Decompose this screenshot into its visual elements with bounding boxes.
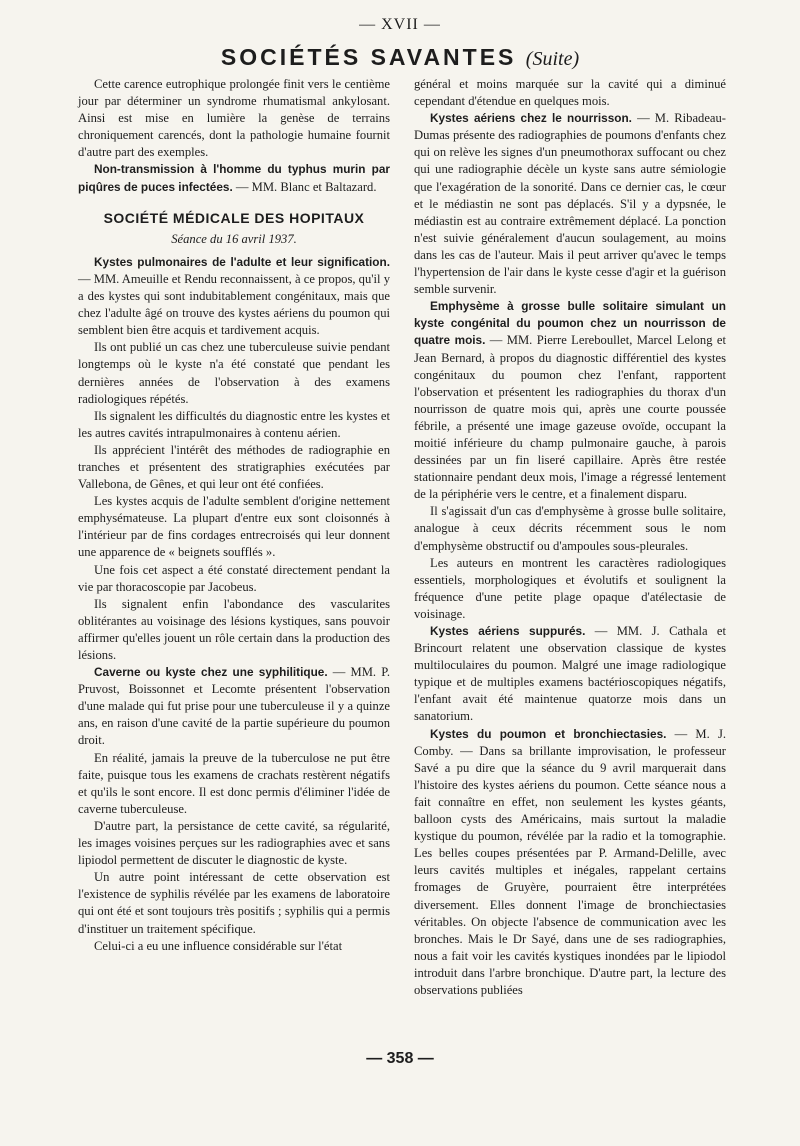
paragraph	[78, 664, 390, 749]
abstract-body: — MM. Ameuille et Rendu reconnaissent, à ce propos, qu'il y a des kystes qui sont indubitablement congénitaux, mais que chez l'adulte âgé on trouve des kystes aériens du poumon qui semblent bien être acquis et tardivement acquis.	[78, 271, 390, 338]
paragraph: Ils apprécient l'intérêt des méthodes de radiographie en tranches et présentent des stratigraphies exécutées par Vallebona, de Gênes, et qui leur ont été confiées.	[78, 442, 390, 492]
paragraph: Ils ont publié un cas chez une tuberculeuse suivie pendant longtemps où le kyste n'a été constaté que pendant les dernières années de l'observation à des examens radiologiques répétés.	[78, 340, 390, 406]
paragraph: Il s'agissait d'un cas d'emphysème à grosse bulle solitaire, analogue à ceux décrits récemment sous le nom d'emphysème obstructif ou d'ampoules sous-pleurales.	[414, 504, 726, 553]
paragraph	[414, 298, 726, 503]
title-suite: (Suite)	[525, 48, 580, 70]
session-date: Séance du 16 avril 1937.	[171, 231, 297, 246]
abstract-title: Non-transmission à l'homme du typhus murin par piqûres de puces infectées.	[78, 162, 390, 194]
abstract-body: — MM. P. Pruvost, Boissonnet et Lecomte présentent l'observation d'une malade qui fut prise pour une tuberculeuse il y a quinze ans, en raison d'une cavité de la partie supérieure du poumon droit.	[78, 665, 390, 748]
abstract-title: Kystes pulmonaires de l'adulte et leur signification.	[94, 254, 390, 269]
abstract-title: Kystes du poumon et bronchiectasies.	[430, 726, 667, 741]
abstract-body: — MM. Pierre Lereboullet, Marcel Lelong et Jean Bernard, à propos du diagnostic différentiel des kystes congénitaux du poumon chez l'enfant, rapportent l'observation et présentent les radiographies du thorax d'un nourrisson de quatre mois qui, après une courte poussée fébrile, a présenté une image gazeuse ovoïde, occupant la moitié inférieure du champ pulmonaire gauche, à parois dessinées par un fin liseré capillaire. Après être restée stationnaire pendant deux mois, l'image a régressé lentement de la périphérie vers le centre, et a finalement disparu.	[414, 333, 726, 502]
abstract-body: — M. J. Comby. — Dans sa brillante improvisation, le professeur Savé a pu dire que la séance du 9 avril marquerait dans l'histoire des kystes aériens du poumon. Cette séance nous a fait connaître en effet, non seulement les kystes géants, balloon cysts des Américains, mais surtout la maladie kystique du poumon, révélée par la radio et la tomographie. Les belles coupes présentées par P. Armand-Delille, avec leurs cavités multiples et inégales, rappelant certains fromages de Gruyère, pourraient être interprétées diversement. Elles donnent l'image de bronchiectasies véritables. On objecte l'absence de communication avec les bronches. Mais le Dr Sayé, dans une de ses radiographies, nous a fait voir les cavités kystiques inondées par le lipiodol introduit dans l'arbre bronchique. D'autre part, la lecture des observations publiées	[414, 726, 727, 997]
left-column	[78, 76, 390, 955]
paragraph: D'autre part, la persistance de cette cavité, sa régularité, les images voisines perçues sur les radiographies avec et sans lipiodol permettent de discuter le diagnostic de kyste.	[78, 818, 390, 868]
abstract-authors: — MM. Blanc et Baltazard.	[232, 179, 377, 194]
paragraph: Cette carence eutrophique prolongée finit vers le centième jour par déterminer un syndrome rhumatismal ankylosant. Ainsi est mise en lumière la genèse de terrains chroniquement carencés, dont la pathologie humaine fournit d'autre part des exemples.	[78, 77, 390, 160]
paragraph: Les kystes acquis de l'adulte semblent d'origine nettement emphysémateuse. La plupart d'entre eux sont cloisonnés à l'intérieur par de fins cordages entrecroisés qui leur donnent une apparence de « beignets soufflés ».	[78, 494, 390, 560]
paragraph	[414, 110, 726, 298]
abstract-title: Emphysème à grosse bulle solitaire simulant un kyste congénital du poumon chez un nourrisson de quatre mois.	[414, 299, 726, 348]
running-title	[0, 44, 800, 71]
paragraph	[78, 161, 390, 195]
abstract-title: Kystes aériens suppurés.	[430, 624, 586, 638]
section-heading: SOCIÉTÉ MÉDICALE DES HOPITAUX	[103, 209, 365, 226]
paragraph	[414, 623, 726, 726]
abstract-title: Kystes aériens chez le nourrisson.	[430, 111, 632, 126]
paragraph: Une fois cet aspect a été constaté directement pendant la vie par thoracoscopie par Jacobeus.	[78, 562, 390, 594]
paragraph: Ils signalent enfin l'abondance des vascularites oblitérantes au voisinage des lésions kystiques, sans pouvoir affirmer qu'elles jouent un rôle certain dans la production des lésions.	[78, 596, 390, 662]
abstract-body: — MM. J. Cathala et Brincourt relatent une observation classique de kystes multiloculaires du poumon. Malgré une image radiologique typique et de multiples examens bactérioscopiques négatifs, l'enfant avait été maintenue quatorze mois dans un sanatorium.	[414, 624, 726, 724]
paragraph: Celui-ci a eu une influence considérable sur l'état	[94, 938, 343, 953]
paragraph: En réalité, jamais la preuve de la tuberculose ne put être faite, puisque tous les examens de crachats restèrent négatifs et qu'ils le sont encore. Il est donc permis d'éliminer l'idée de caverne tuberculeuse.	[78, 750, 390, 816]
paragraph	[414, 726, 726, 1000]
right-column	[414, 76, 726, 999]
paragraph: Un autre point intéressant de cette observation est l'existence de syphilis révélée par les examens de laboratoire qui ont été et sont toujours très positifs ; syphilis qui a permis d'instituer un traitement spécifique.	[78, 870, 390, 936]
abstract-body: — M. Ribadeau-Dumas présente des radiographies de poumons d'enfants chez qui on relève les signes d'un pneumothorax suffocant ou chez qui une radiographie décèle un kyste sans autre sémiologie que l'exagération de la sonorité. Dans ce dernier cas, le cœur et le médiastin ne sont pas déplacés. S'il y a dypsnée, le médiastin est au contraire extrêmement déplacé. La ponction n'est suivie généralement d'aucun soulagement, au moins dans les cas de l'auteur. Mais il peut arriver qu'avec le temps l'hypertension de l'air dans le kyste cesse d'agir et la guérison semble survenir.	[414, 111, 726, 297]
paragraph: Ils signalent les difficultés du diagnostic entre les kystes et les autres cavités intrapulmonaires à contenu aérien.	[78, 408, 390, 440]
title-text: SOCIÉTÉS SAVANTES	[220, 44, 517, 70]
abstract-title: Caverne ou kyste chez une syphilitique.	[94, 665, 328, 680]
roman-page-number: — XVII —	[359, 16, 441, 33]
paragraph: Les auteurs en montrent les caractères radiologiques essentiels, morphologiques et évolutifs et soulignent la fréquence d'une petite plage opaque d'atélectasie de voisinage.	[414, 555, 726, 621]
paragraph	[78, 254, 390, 339]
page-number: — 358 —	[366, 1050, 434, 1067]
paragraph: général et moins marquée sur la cavité qui a diminué cependant d'étendue en quelques mois.	[414, 77, 726, 109]
